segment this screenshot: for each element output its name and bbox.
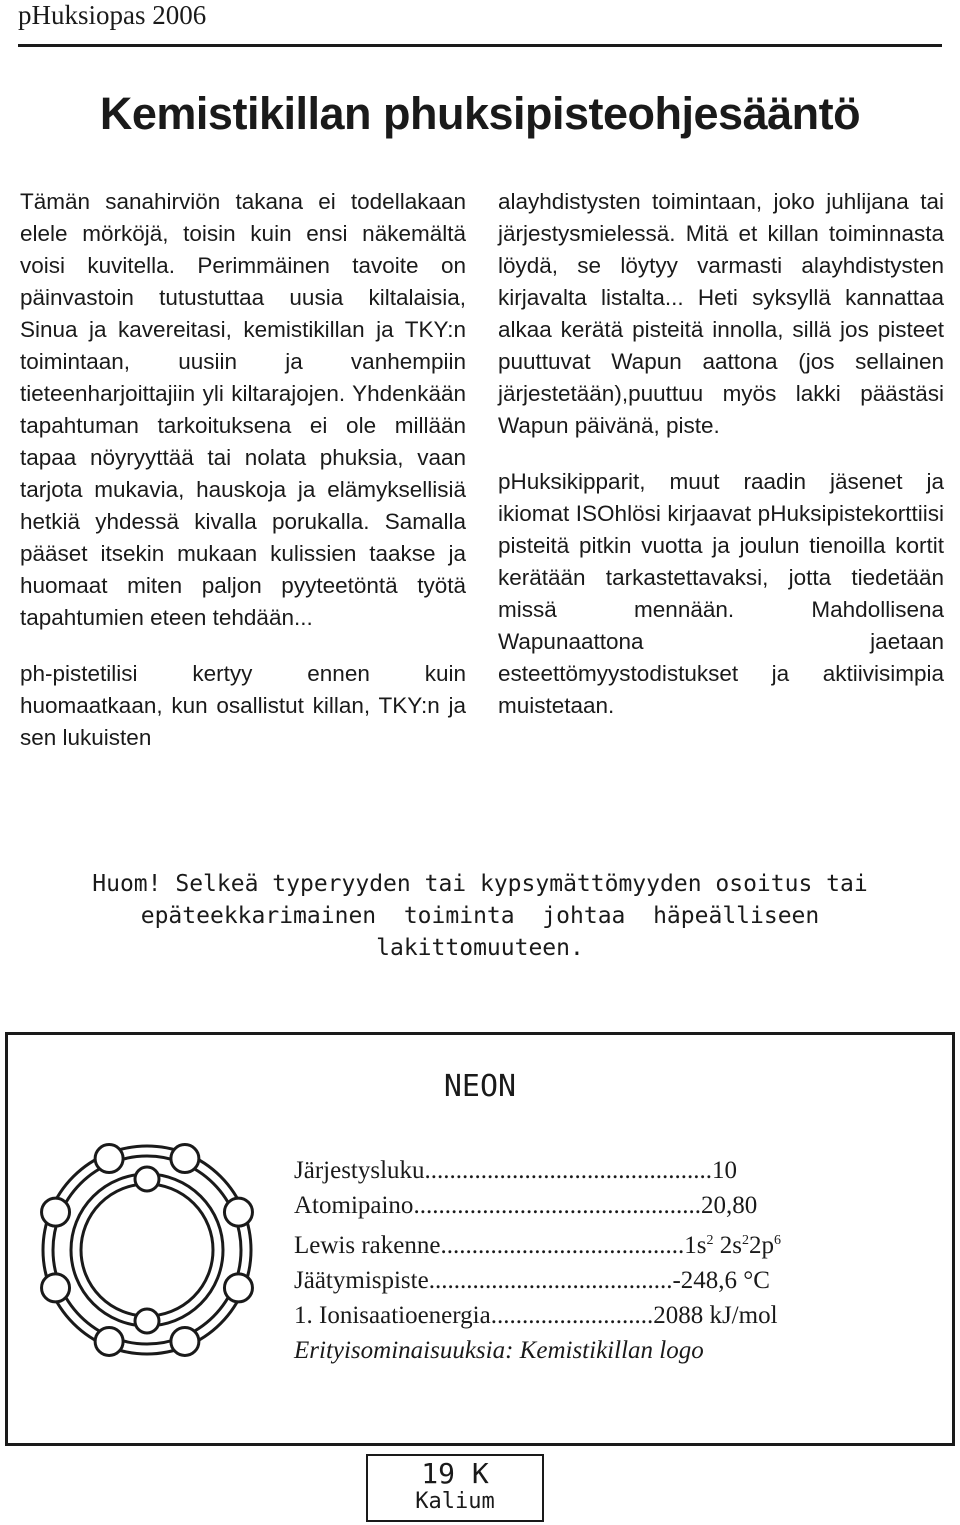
- special-properties: Erityisominaisuuksia: Kemistikillan logo: [294, 1337, 704, 1364]
- atomic-mass-value: 20,80: [700, 1192, 758, 1219]
- electron-circle: [135, 1167, 159, 1191]
- lewis-structure-row: [294, 1223, 781, 1263]
- ionization-energy-label: 1. Ionisaatioenergia: [294, 1302, 491, 1329]
- element-properties: [294, 1153, 781, 1368]
- warning-note-line-3: lakittomuuteen.: [376, 935, 584, 961]
- atomic-number-row: [294, 1153, 781, 1188]
- lewis-2p-exponent: 6: [773, 1233, 781, 1248]
- warning-note: [30, 868, 930, 964]
- electron-circle: [171, 1327, 199, 1355]
- next-element-number: 19 K: [421, 1457, 489, 1490]
- electron-circle: [42, 1274, 70, 1302]
- lewis-2s: 2s: [713, 1232, 742, 1259]
- lewis-2s-exponent: 2: [741, 1233, 749, 1248]
- atomic-mass-leader: ..............................................: [413, 1192, 701, 1219]
- ionization-energy-row: [294, 1298, 781, 1333]
- left-paragraph-1: Tämän sanahirviön takana ei todellakaan elele mörköjä, toisin kuin ensi näkemältä voisi kuvitella. Perimmäinen tavoite on päinvastoin tutustuttaa uusia kiltalaisia, Sinua ja kavereitasi, kemistikillan ja TKY:n toimintaan, uusiin ja vanhempiin tieteenharjoittajiin yli kiltarajojen. Yhdenkään tapahtuman tarkoituksena ei ole millään tapaa nöyryyttää tai nolata phuksia, vaan tarjota mukavia, hauskoja ja elämyksellisiä hetkiä yhdessä kivalla porukalla. Samalla pääset itsekin mukaan kulissien taakse ja huomaat miten paljon pyyteetöntä työtä tapahtumien eteen tehdään...: [20, 189, 466, 630]
- electron-circle: [224, 1198, 252, 1226]
- element-card: [5, 1032, 955, 1446]
- warning-note-line-1: Huom! Selkeä typeryyden tai kypsymättömyyden osoitus tai: [92, 871, 868, 897]
- electron-circle: [171, 1145, 199, 1173]
- right-paragraph-2: pHuksikipparit, muut raadin jäsenet ja ikiomat ISOhlösi kirjaavat pHuksipistekorttiisi pisteitä pitkin vuotta ja joulun tienoilla kortit kerätään tarkastettavaksi, jotta tiedetään missä mennään. Mahdollisena Wapunaattona jaetaan esteettömyystodistukset ja aktiivisimpia muistetaan.: [498, 469, 944, 718]
- page-title: Kemistikillan phuksipisteohjesääntö: [99, 88, 861, 139]
- logo-ring-outer-2: [71, 1174, 223, 1326]
- ionization-energy-leader: ..........................: [490, 1302, 654, 1329]
- freezing-point-leader: .......................................: [428, 1267, 673, 1294]
- electron-circle: [135, 1309, 159, 1333]
- atomic-mass-row: [294, 1188, 781, 1223]
- electron-circle: [224, 1274, 252, 1302]
- next-element-name: Kalium: [415, 1489, 495, 1514]
- page-header: pHuksiopas 2006: [18, 0, 207, 30]
- atomic-mass-label: Atomipaino: [294, 1192, 414, 1219]
- next-element-box: [366, 1454, 544, 1522]
- electron-circle: [95, 1327, 123, 1355]
- left-column: [20, 186, 466, 778]
- logo-ring-inner-2: [81, 1184, 213, 1316]
- freezing-point-label: Jäätymispiste: [294, 1267, 429, 1294]
- element-name: NEON: [443, 1069, 517, 1104]
- lewis-1s-exponent: 2: [706, 1233, 714, 1248]
- warning-note-line-2: epäteekkarimainen toiminta johtaa häpeälliseen: [140, 903, 820, 929]
- right-column: [498, 186, 944, 746]
- ionization-energy-value: 2088 kJ/mol: [653, 1302, 778, 1329]
- header-rule: [18, 44, 942, 47]
- atomic-number-value: 10: [712, 1157, 738, 1184]
- atomic-number-label: Järjestysluku: [294, 1157, 425, 1184]
- electron-circle: [95, 1145, 123, 1173]
- atomic-number-leader: ..............................................: [424, 1157, 713, 1184]
- electron-circle: [42, 1198, 70, 1226]
- lewis-structure-label: Lewis rakenne: [294, 1232, 441, 1259]
- left-paragraph-2: ph-pistetilisi kertyy ennen kuin huomaatkaan, kun osallistut killan, TKY:n ja sen lukuisten: [20, 661, 466, 750]
- freezing-point-row: [294, 1263, 781, 1298]
- lewis-2p: 2p: [748, 1232, 774, 1259]
- lewis-structure-leader: .......................................: [440, 1232, 685, 1259]
- freezing-point-value: -248,6 °C: [672, 1267, 770, 1294]
- kemistikilta-logo-icon: [22, 1125, 272, 1365]
- right-paragraph-1: alayhdistysten toimintaan, joko juhlijana tai järjestysmielessä. Mitä et killan toiminnasta löydä, se löytyy varmasti alayhdistysten kirjavalta listalta... Heti syksyllä kannattaa alkaa kerätä pisteitä innolla, sillä jos pisteet puuttuvat Wapun aattona (jos sellainen järjestetään),puuttuu myös lakki päästäsi Wapun päivänä, piste.: [498, 189, 944, 438]
- lewis-1s: 1s: [684, 1232, 707, 1259]
